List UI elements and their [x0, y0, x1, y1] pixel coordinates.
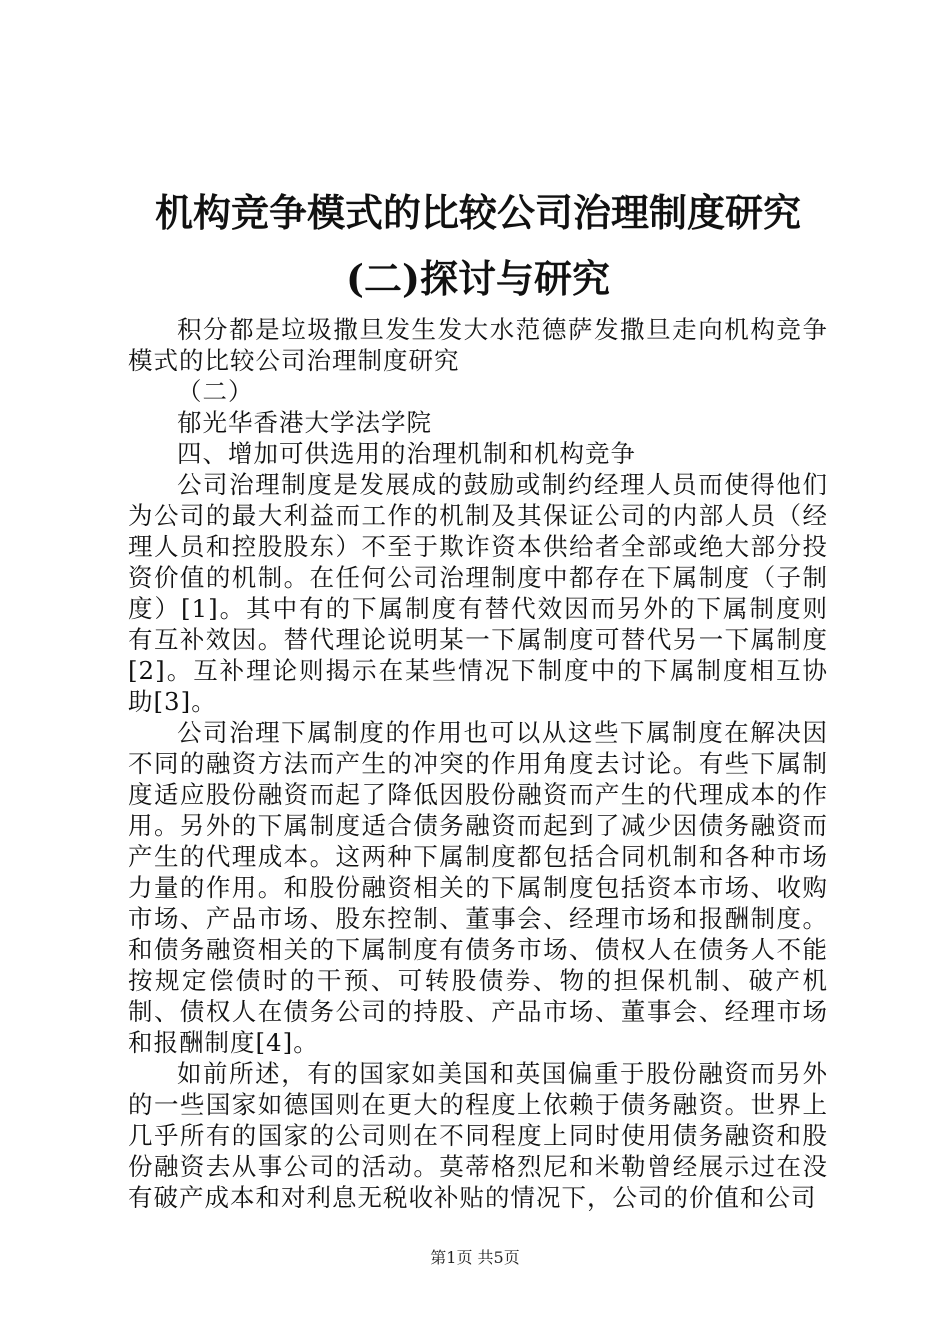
paragraph-body-1: 公司治理制度是发展成的鼓励或制约经理人员而使得他们为公司的最大利益而工作的机制及其保证公司的内部人员（经理人员和控股股东）不至于欺诈资本供给者全部或绝大部分投资价值的机制。在任何公司治理制度中都存在下属制度（子制度）[1]。其中有的下属制度有替代效因而另外的下属制度则有互补效因。替代理论说明某一下属制度可替代另一下属制度[2]。互补理论则揭示在某些情况下制度中的下属制度相互协助[3]。: [128, 470, 828, 716]
paragraph-subtitle-number: （二）: [177, 377, 254, 406]
page-number-footer: 第1页 共5页: [430, 1248, 520, 1267]
section-heading: 四、增加可供选用的治理机制和机构竞争: [177, 439, 636, 468]
paragraph-intro: 积分都是垃圾撒旦发生发大水范德萨发撒旦走向机构竞争模式的比较公司治理制度研究: [128, 315, 828, 375]
document-title: 机构竞争模式的比较公司治理制度研究(二)探讨与研究: [154, 190, 801, 301]
document-body: [128, 180, 828, 1213]
paragraph-author: 郁光华香港大学法学院: [177, 408, 432, 437]
paragraph-body-3: 如前所述，有的国家如美国和英国偏重于股份融资而另外的一些国家如德国则在更大的程度上依赖于债务融资。世界上几乎所有的国家的公司则在不同程度上同时使用债务融资和股份融资去从事公司的活动。莫蒂格烈尼和米勒曾经展示过在没有破产成本和对利息无税收补贴的情况下，公司的价值和公司: [128, 1059, 828, 1212]
paragraph-body-2: 公司治理下属制度的作用也可以从这些下属制度在解决因不同的融资方法而产生的冲突的作用角度去讨论。有些下属制度适应股份融资而起了降低因股份融资而产生的代理成本的作用。另外的下属制度适合债务融资而起到了减少因债务融资而产生的代理成本。这两种下属制度都包括合同机制和各种市场力量的作用。和股份融资相关的下属制度包括资本市场、收购市场、产品市场、股东控制、董事会、经理市场和报酬制度。和债务融资相关的下属制度有债务市场、债权人在债务人不能按规定偿债时的干预、可转股债券、物的担保机制、破产机制、债权人在债务公司的持股、产品市场、董事会、经理市场和报酬制度[4]。: [128, 718, 828, 1057]
